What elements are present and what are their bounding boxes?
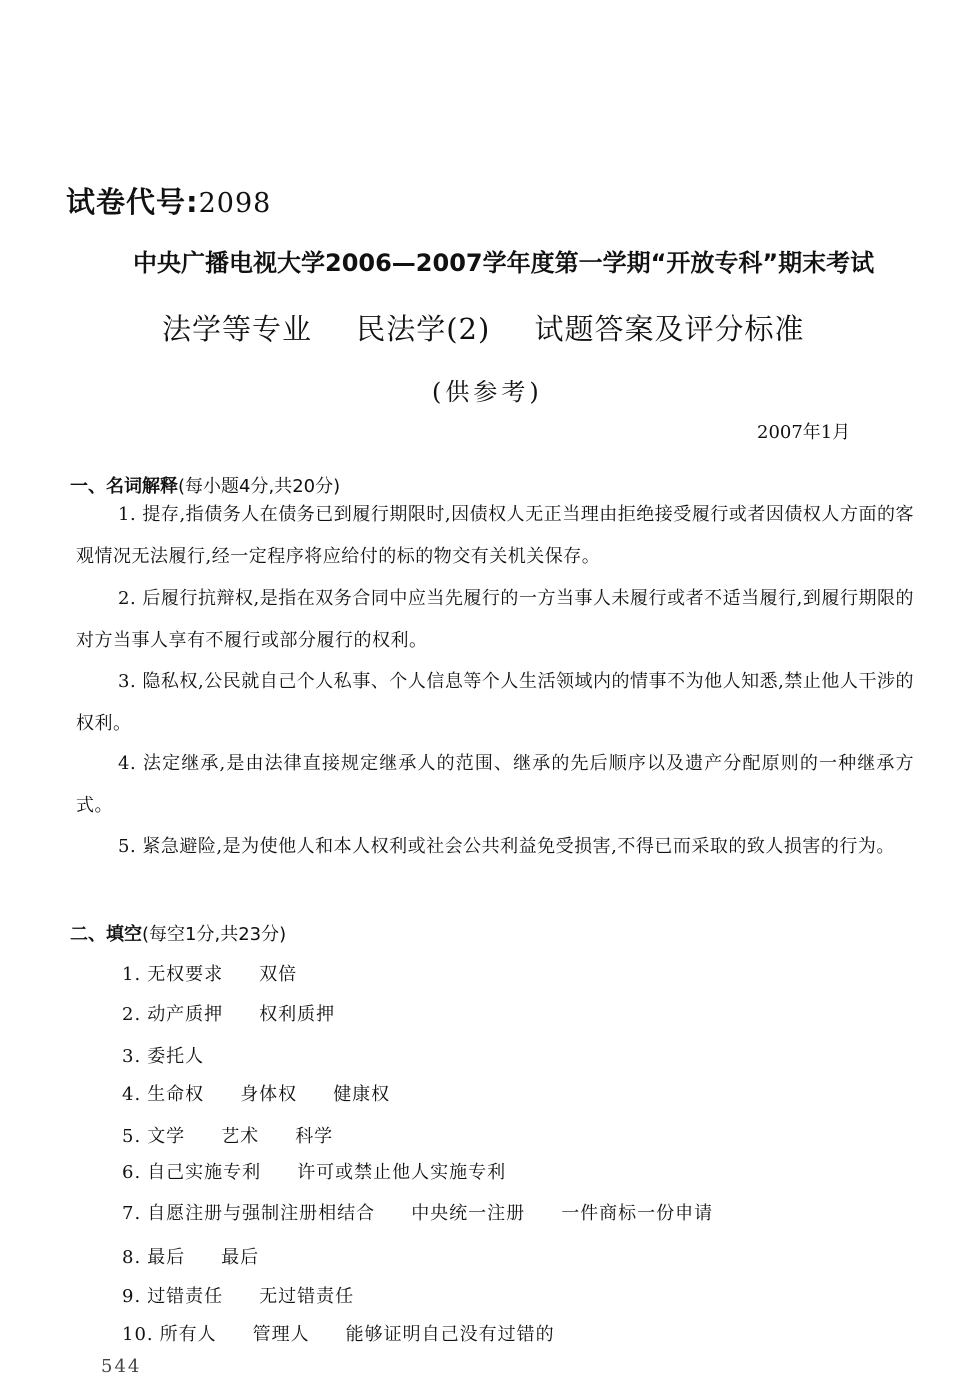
fill-index: 3.	[122, 1046, 142, 1067]
fill-answer: 许可或禁止他人实施专利	[297, 1162, 507, 1183]
fill-answer: 无权要求	[147, 964, 224, 985]
fill-answer: 艺术	[221, 1126, 260, 1147]
fill-answer: 能够证明自己没有过错的	[345, 1324, 555, 1345]
fill-row-8	[122, 1243, 259, 1269]
exam-date: 2007年1月	[757, 422, 851, 443]
fill-answer: 健康权	[333, 1084, 391, 1105]
fill-answer: 一件商标一份申请	[561, 1203, 714, 1224]
fill-row-2	[122, 1000, 335, 1026]
fill-answer: 过错责任	[147, 1286, 224, 1307]
section-1-title: 一、名词解释	[70, 476, 178, 497]
fill-index: 1.	[122, 964, 142, 985]
fill-answer: 自愿注册与强制注册相结合	[147, 1203, 376, 1224]
fill-answer: 无过错责任	[259, 1286, 355, 1307]
fill-index: 4.	[122, 1084, 142, 1105]
fill-index: 5.	[122, 1126, 142, 1147]
subject-title	[162, 307, 805, 348]
fill-answer: 中央统一注册	[411, 1203, 526, 1224]
definition-item-1: 1. 提存,指债务人在债务已到履行期限时,因债权人无正当理由拒绝接受履行或者因债权人方面的客观情况无法履行,经一定程序将应给付的标的物交有关机关保存。	[76, 504, 914, 567]
exam-code-label: 试卷代号:	[66, 185, 199, 219]
section-2-scoring: (每空1分,共23分)	[142, 924, 287, 945]
fill-row-9	[122, 1282, 354, 1308]
fill-answer: 委托人	[147, 1046, 205, 1067]
fill-answer: 生命权	[147, 1084, 205, 1105]
page-number: 544	[101, 1356, 142, 1377]
section-2-title: 二、填空	[70, 924, 142, 945]
definition-item-4: 4. 法定继承,是由法律直接规定继承人的范围、继承的先后顺序以及遗产分配原则的一种继承方式。	[76, 753, 914, 816]
fill-answer: 最后	[221, 1247, 260, 1268]
subject-course: 民法学(2)	[356, 312, 491, 346]
definition-item-3: 3. 隐私权,公民就自己个人私事、个人信息等个人生活领域内的情事不为他人知悉,禁止他人干涉的权利。	[76, 671, 914, 734]
fill-answer: 科学	[295, 1126, 334, 1147]
fill-answer: 管理人	[252, 1324, 310, 1345]
fill-answer: 权利质押	[259, 1004, 336, 1025]
exam-title: 中央广播电视大学2006—2007学年度第一学期“开放专科”期末考试	[133, 249, 875, 277]
fill-index: 6.	[122, 1162, 142, 1183]
definition-item-5: 5. 紧急避险,是为使他人和本人权利或社会公共利益免受损害,不得已而采取的致人损害的行为。	[118, 836, 895, 857]
subject-doc-type: 试题答案及评分标准	[534, 312, 805, 346]
fill-index: 8.	[122, 1247, 142, 1268]
fill-index: 10.	[122, 1324, 154, 1345]
section-2-heading	[70, 920, 286, 946]
fill-answer: 文学	[147, 1126, 186, 1147]
fill-answer: 自己实施专利	[147, 1162, 262, 1183]
fill-index: 2.	[122, 1004, 142, 1025]
exam-code	[66, 180, 271, 221]
fill-index: 9.	[122, 1286, 142, 1307]
reference-note: (供参考)	[432, 378, 543, 406]
fill-answer: 所有人	[159, 1324, 217, 1345]
fill-row-6	[122, 1158, 506, 1184]
fill-index: 7.	[122, 1203, 142, 1224]
fill-row-5	[122, 1122, 333, 1148]
fill-answer: 双倍	[259, 964, 298, 985]
subject-major: 法学等专业	[162, 312, 313, 346]
fill-row-3	[122, 1042, 204, 1068]
fill-row-7	[122, 1199, 713, 1225]
fill-row-4	[122, 1080, 390, 1106]
fill-row-10	[122, 1320, 555, 1346]
fill-answer: 动产质押	[147, 1004, 224, 1025]
section-1-scoring: (每小题4分,共20分)	[178, 476, 341, 497]
definition-item-2: 2. 后履行抗辩权,是指在双务合同中应当先履行的一方当事人未履行或者不适当履行,到履行期限的对方当事人享有不履行或部分履行的权利。	[76, 588, 914, 651]
fill-row-1	[122, 960, 297, 986]
fill-answer: 最后	[147, 1247, 186, 1268]
exam-code-number: 2098	[198, 188, 272, 219]
fill-answer: 身体权	[240, 1084, 298, 1105]
